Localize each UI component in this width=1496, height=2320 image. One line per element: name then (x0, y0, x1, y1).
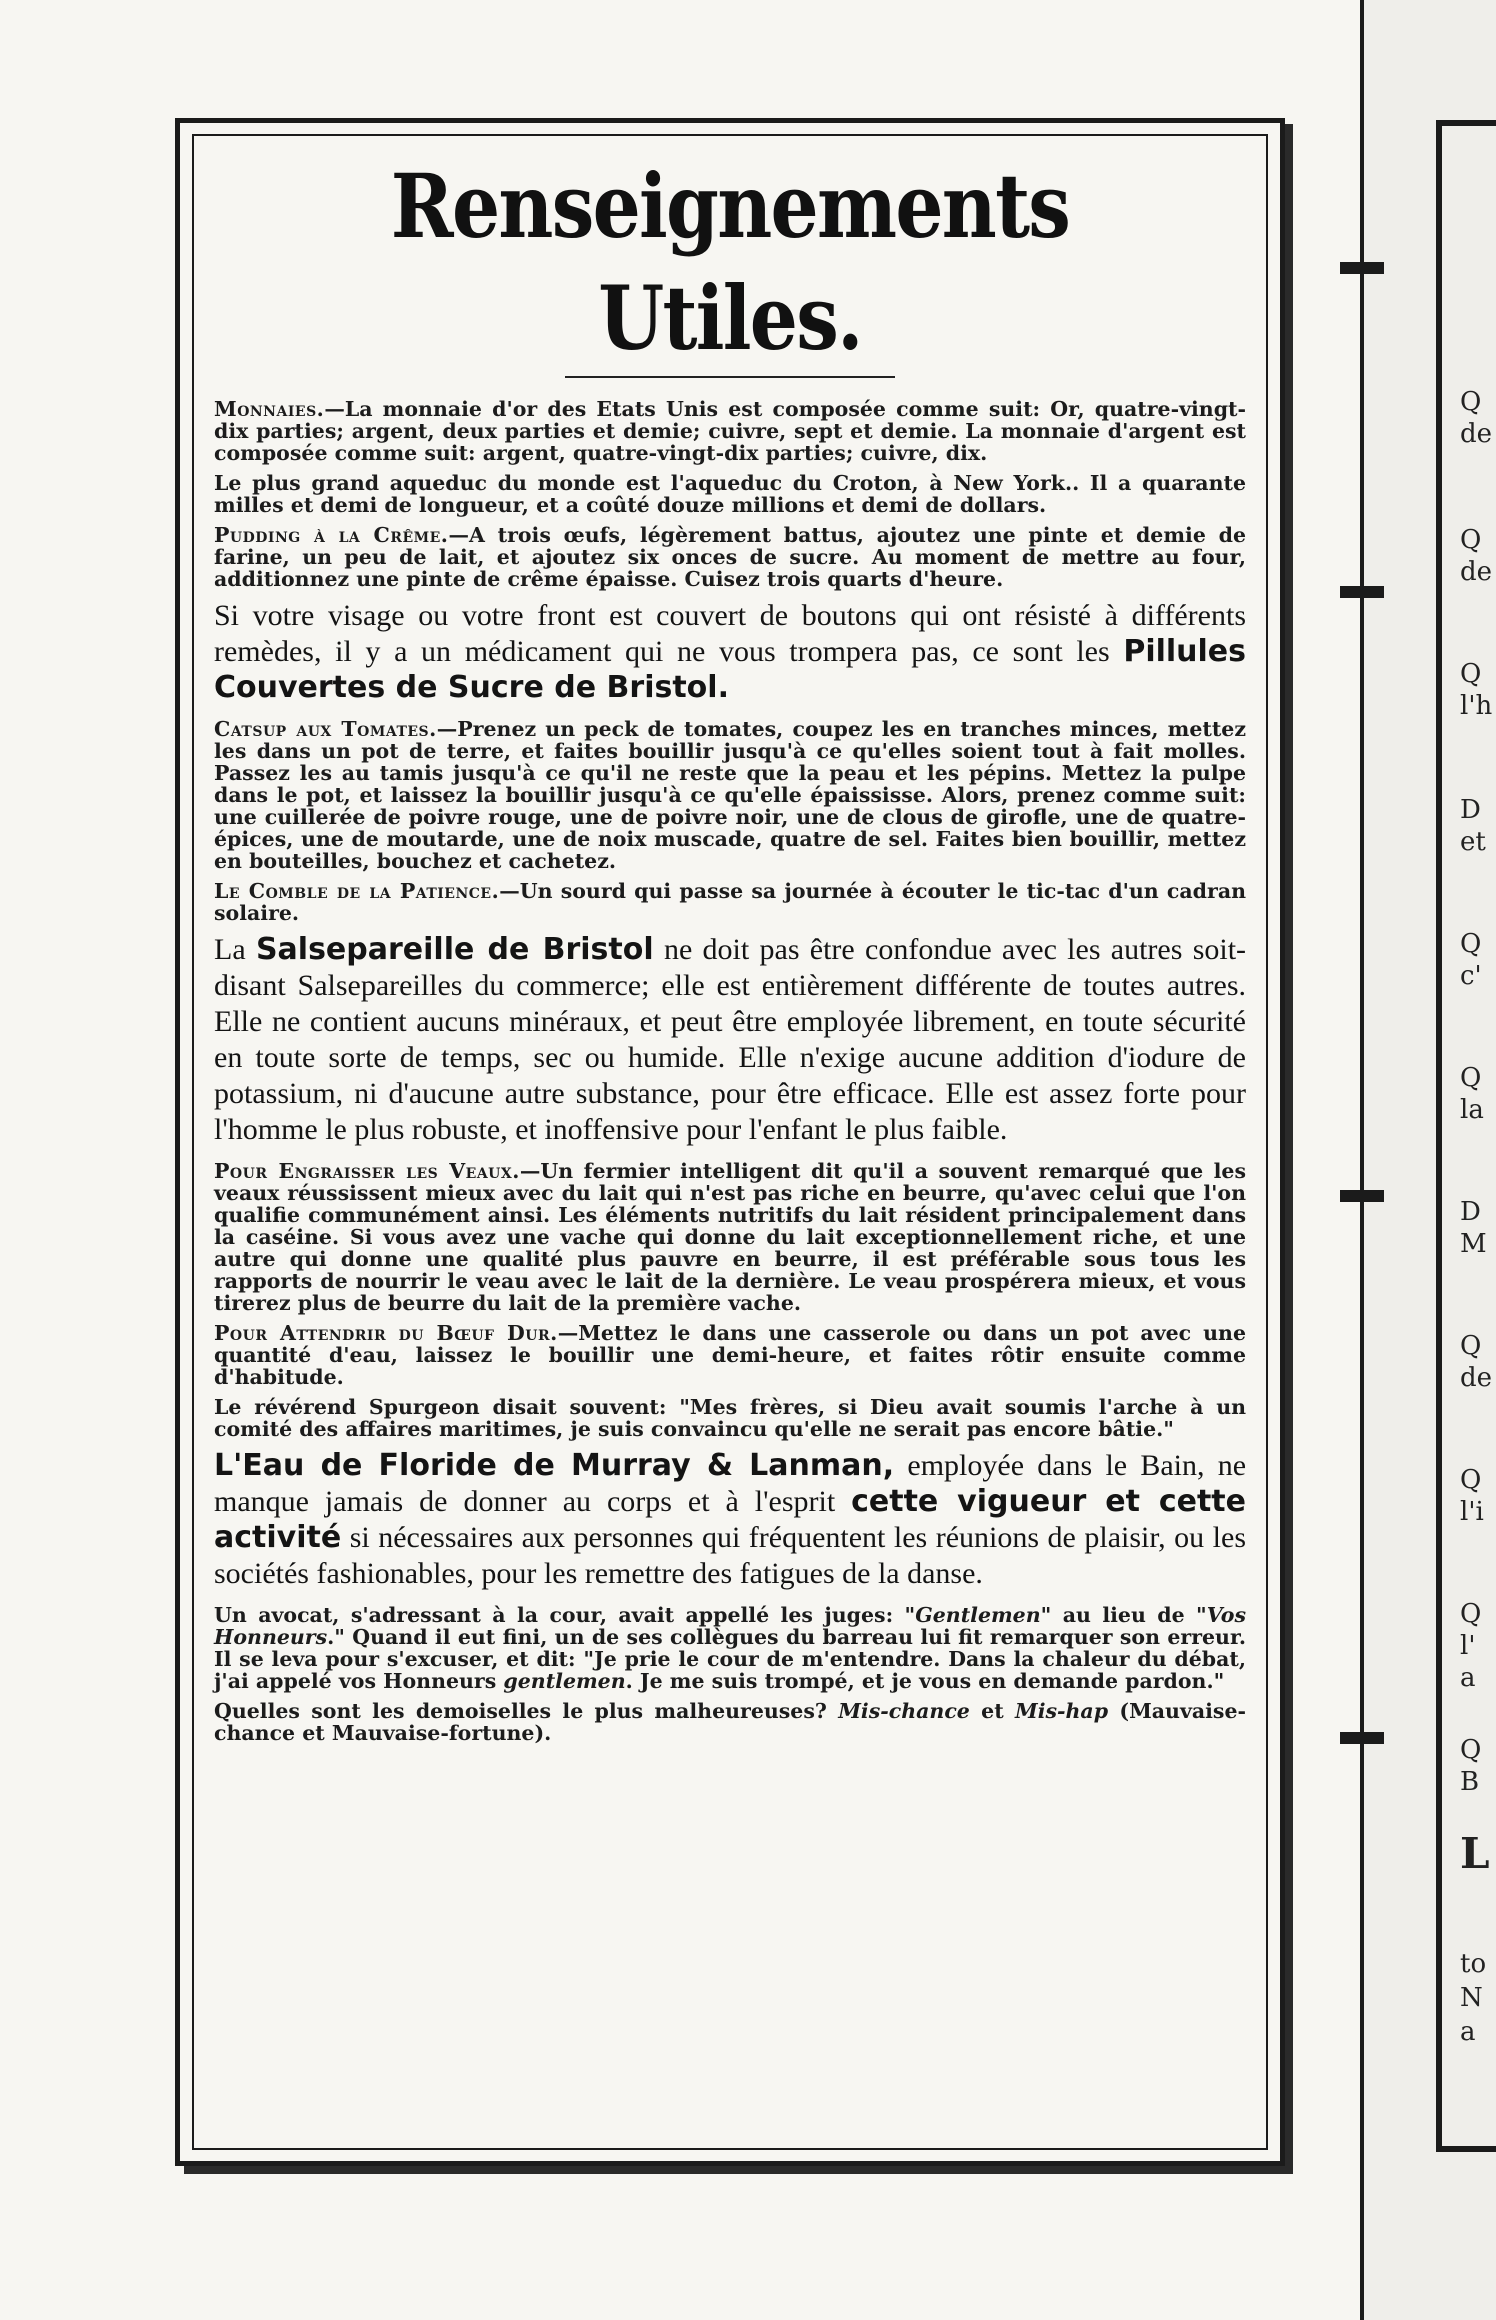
ad-brand: Salsepareille de Bristol (255, 932, 654, 967)
ad-salsepareille (214, 932, 1246, 1148)
right-fragment: a (1460, 1663, 1476, 1693)
right-fragment: to (1460, 1949, 1487, 1979)
article-label: Pudding à la Crême. (214, 523, 449, 547)
right-fragment: Q (1460, 659, 1482, 689)
ad-brand: L'Eau de Floride de Murray & Lanman, (214, 1448, 895, 1483)
right-fragment: Q (1460, 1599, 1482, 1629)
right-fragment: Q (1460, 1735, 1482, 1765)
article-text: —Mettez le dans une casserole ou dans un pot avec une quantité d'eau, laissez le bouillir une demi-heure, et faites rôtir ensuite comme d'habitude. (214, 1321, 1246, 1389)
advertisement-content (214, 150, 1246, 1752)
article-text: Quelles sont les demoiselles le plus malheureuses? (214, 1699, 827, 1723)
article-text: et (981, 1699, 1004, 1723)
right-fragment: Q (1460, 525, 1482, 555)
fold-mark (1340, 1190, 1384, 1202)
article-monnaies (214, 398, 1246, 464)
article-text: ." Quand il eut fini, un de ses collègues du barreau lui fit remarquer son erreur. Il se leva pour s'excuser, et dit: "Je prie le cour de m'entendre. Dans la chaleur du débat, j'ai appelé vos Honneurs (214, 1625, 1246, 1693)
article-label: Monnaies. (214, 397, 325, 421)
right-fragment: l'i (1460, 1497, 1484, 1527)
article-label: Pour Engraisser les Veaux. (214, 1159, 520, 1183)
right-fragment: B (1460, 1767, 1480, 1797)
page-title: Renseignements Utiles. (390, 154, 1070, 370)
article-text: —Prenez un peck de tomates, coupez les en tranches minces, mettez les dans un pot de terre, et faites bouillir jusqu'à ce qu'elles soient tout à fait molles. Passez les au tamis jusqu'à ce qu'il ne reste que la peau et les pépins. Mettez la pulpe dans le pot, et laissez la bouillir jusqu'à ce qu'elle épaississe. Alors, prenez comme suit: une cuillerée de poivre rouge, une de poivre noir, une de clous de girofle, une de quatre-épices, une de moutarde, une de noix muscade, quatre de sel. Faites bien bouillir, mettez en bouteilles, bouchez et cachetez. (214, 717, 1246, 873)
article-text: . Je me suis trompé, et je vous en demande pardon." (625, 1669, 1225, 1693)
ad-text: si nécessaires aux personnes qui fréquentent les réunions de plaisir, ou les sociétés fashionables, pour les remettre des fatigues de la danse. (214, 1521, 1246, 1590)
right-fragment: Q (1460, 1465, 1482, 1495)
article-catsup (214, 718, 1246, 872)
ad-pilules (214, 598, 1246, 706)
page-fold-line (1360, 0, 1364, 2320)
ad-brand-emphasis: cette vigueur et cette activité (214, 1484, 1246, 1555)
article-text: " au lieu de " (1040, 1603, 1207, 1627)
frame-shadow (184, 2166, 1290, 2174)
article-spurgeon (214, 1396, 1246, 1440)
article-label: Le Comble de la Patience. (214, 879, 500, 903)
article-text: (Mauvaise-chance et Mauvaise-fortune). (214, 1699, 1247, 1745)
ad-floride (214, 1448, 1246, 1592)
right-fragment: Q (1460, 929, 1482, 959)
article-text: Un avocat, s'adressant à la cour, avait appellé les juges: " (214, 1603, 916, 1627)
right-fragment: M (1460, 1229, 1487, 1259)
right-fragment: et (1460, 827, 1486, 857)
article-label: Pour Attendrir du Bœuf Dur. (214, 1321, 558, 1345)
fold-mark (1340, 586, 1384, 598)
ad-prefix: La (214, 933, 246, 966)
article-italic: Vos Honneurs (214, 1603, 1246, 1649)
right-fragment: de (1460, 557, 1493, 587)
title-rule (565, 376, 895, 378)
right-fragment: de (1460, 419, 1493, 449)
article-aqueduc (214, 472, 1246, 516)
right-fragment: l' (1460, 1631, 1476, 1661)
right-fragment: L (1460, 1829, 1490, 1878)
ad-text: ne doit pas être confondue avec les autres soit-disant Salsepareilles du commerce; elle est entièrement différente de toutes autres. Elle ne contient aucuns minéraux, et peut être employée librement, en toute sécurité en toute sorte de temps, sec ou humide. Elle n'exige aucune addition d'iodure de potassium, ni d'aucune autre substance, pour être efficace. Elle est assez forte pour l'homme le plus robuste, et inoffensive pour l'enfant le plus faible. (214, 933, 1247, 1146)
article-boeuf (214, 1322, 1246, 1388)
article-label: Catsup aux Tomates. (214, 717, 437, 741)
article-pudding (214, 524, 1246, 590)
article-italic: Mis-chance (838, 1699, 970, 1723)
article-comble (214, 880, 1246, 924)
right-fragment: la (1460, 1095, 1484, 1125)
right-fragment: Q (1460, 1331, 1482, 1361)
article-text: —Un fermier intelligent dit qu'il a souvent remarqué que les veaux réussissent mieux avec du lait qui n'est pas riche en beurre, qu'avec celui que l'on qualifie communément ainsi. Les éléments nutritifs du lait résident principalement dans la caséine. Si vous avez une vache qui donne du lait exceptionnellement riche, et une autre qui donne une qualité plus pauvre en beurre, il est préférable sous tous les rapports de nourrir le veau avec le lait de la dernière. Le veau prospérera mieux, et vous tirerez plus de beurre du lait de la première vache. (214, 1159, 1246, 1315)
frame-shadow (1285, 124, 1293, 2174)
article-avocat (214, 1604, 1246, 1692)
right-fragment: l'h (1460, 691, 1493, 721)
article-text: —A trois œufs, légèrement battus, ajoutez une pinte et demie de farine, un peu de lait, et ajoutez six onces de sucre. Au moment de mettre au four, additionnez une pinte de crême épaisse. Cuisez trois quarts d'heure. (214, 523, 1246, 591)
article-veaux (214, 1160, 1246, 1314)
right-fragment: de (1460, 1363, 1493, 1393)
article-text: —Un sourd qui passe sa journée à écouter le tic-tac d'un cadran solaire. (214, 879, 1247, 925)
right-fragment: Q (1460, 1063, 1482, 1093)
fold-mark (1340, 1732, 1384, 1744)
article-demoiselles (214, 1700, 1246, 1744)
article-italic: gentlemen (503, 1669, 626, 1693)
right-fragment: c' (1460, 961, 1482, 991)
fold-mark (1340, 262, 1384, 274)
article-italic: Mis-hap (1015, 1699, 1109, 1723)
right-fragment: D (1460, 795, 1481, 825)
ad-text: employée dans le Bain, ne manque jamais de donner au corps et à l'esprit (214, 1449, 1247, 1518)
right-fragment: D (1460, 1197, 1481, 1227)
article-text: Le révérend Spurgeon disait souvent: "Mes frères, si Dieu avait soumis l'arche à un comité des affaires maritimes, je suis convaincu qu'elle ne serait pas encore bâtie." (214, 1395, 1246, 1441)
ad-brand: Pillules Couvertes de Sucre de Bristol. (214, 634, 1247, 705)
article-text: —La monnaie d'or des Etats Unis est composée comme suit: Or, quatre-vingt-dix parties; argent, deux parties et demie; cuivre, sept et demie. La monnaie d'argent est composée comme suit: argent, quatre-vingt-dix parties; cuivre, dix. (214, 397, 1246, 465)
right-fragment: N (1460, 1983, 1483, 2013)
ad-text: Si votre visage ou votre front est couvert de boutons qui ont résisté à différents remèdes, il y a un médicament qui ne vous trompera pas, ce sont les (214, 599, 1246, 668)
right-fragment: Q (1460, 387, 1482, 417)
article-text: Le plus grand aqueduc du monde est l'aqueduc du Croton, à New York.. Il a quarante milles et demi de longueur, et a coûté douze millions et demi de dollars. (214, 471, 1246, 517)
right-fragment: a (1460, 2017, 1476, 2047)
article-italic: Gentlemen (915, 1603, 1041, 1627)
